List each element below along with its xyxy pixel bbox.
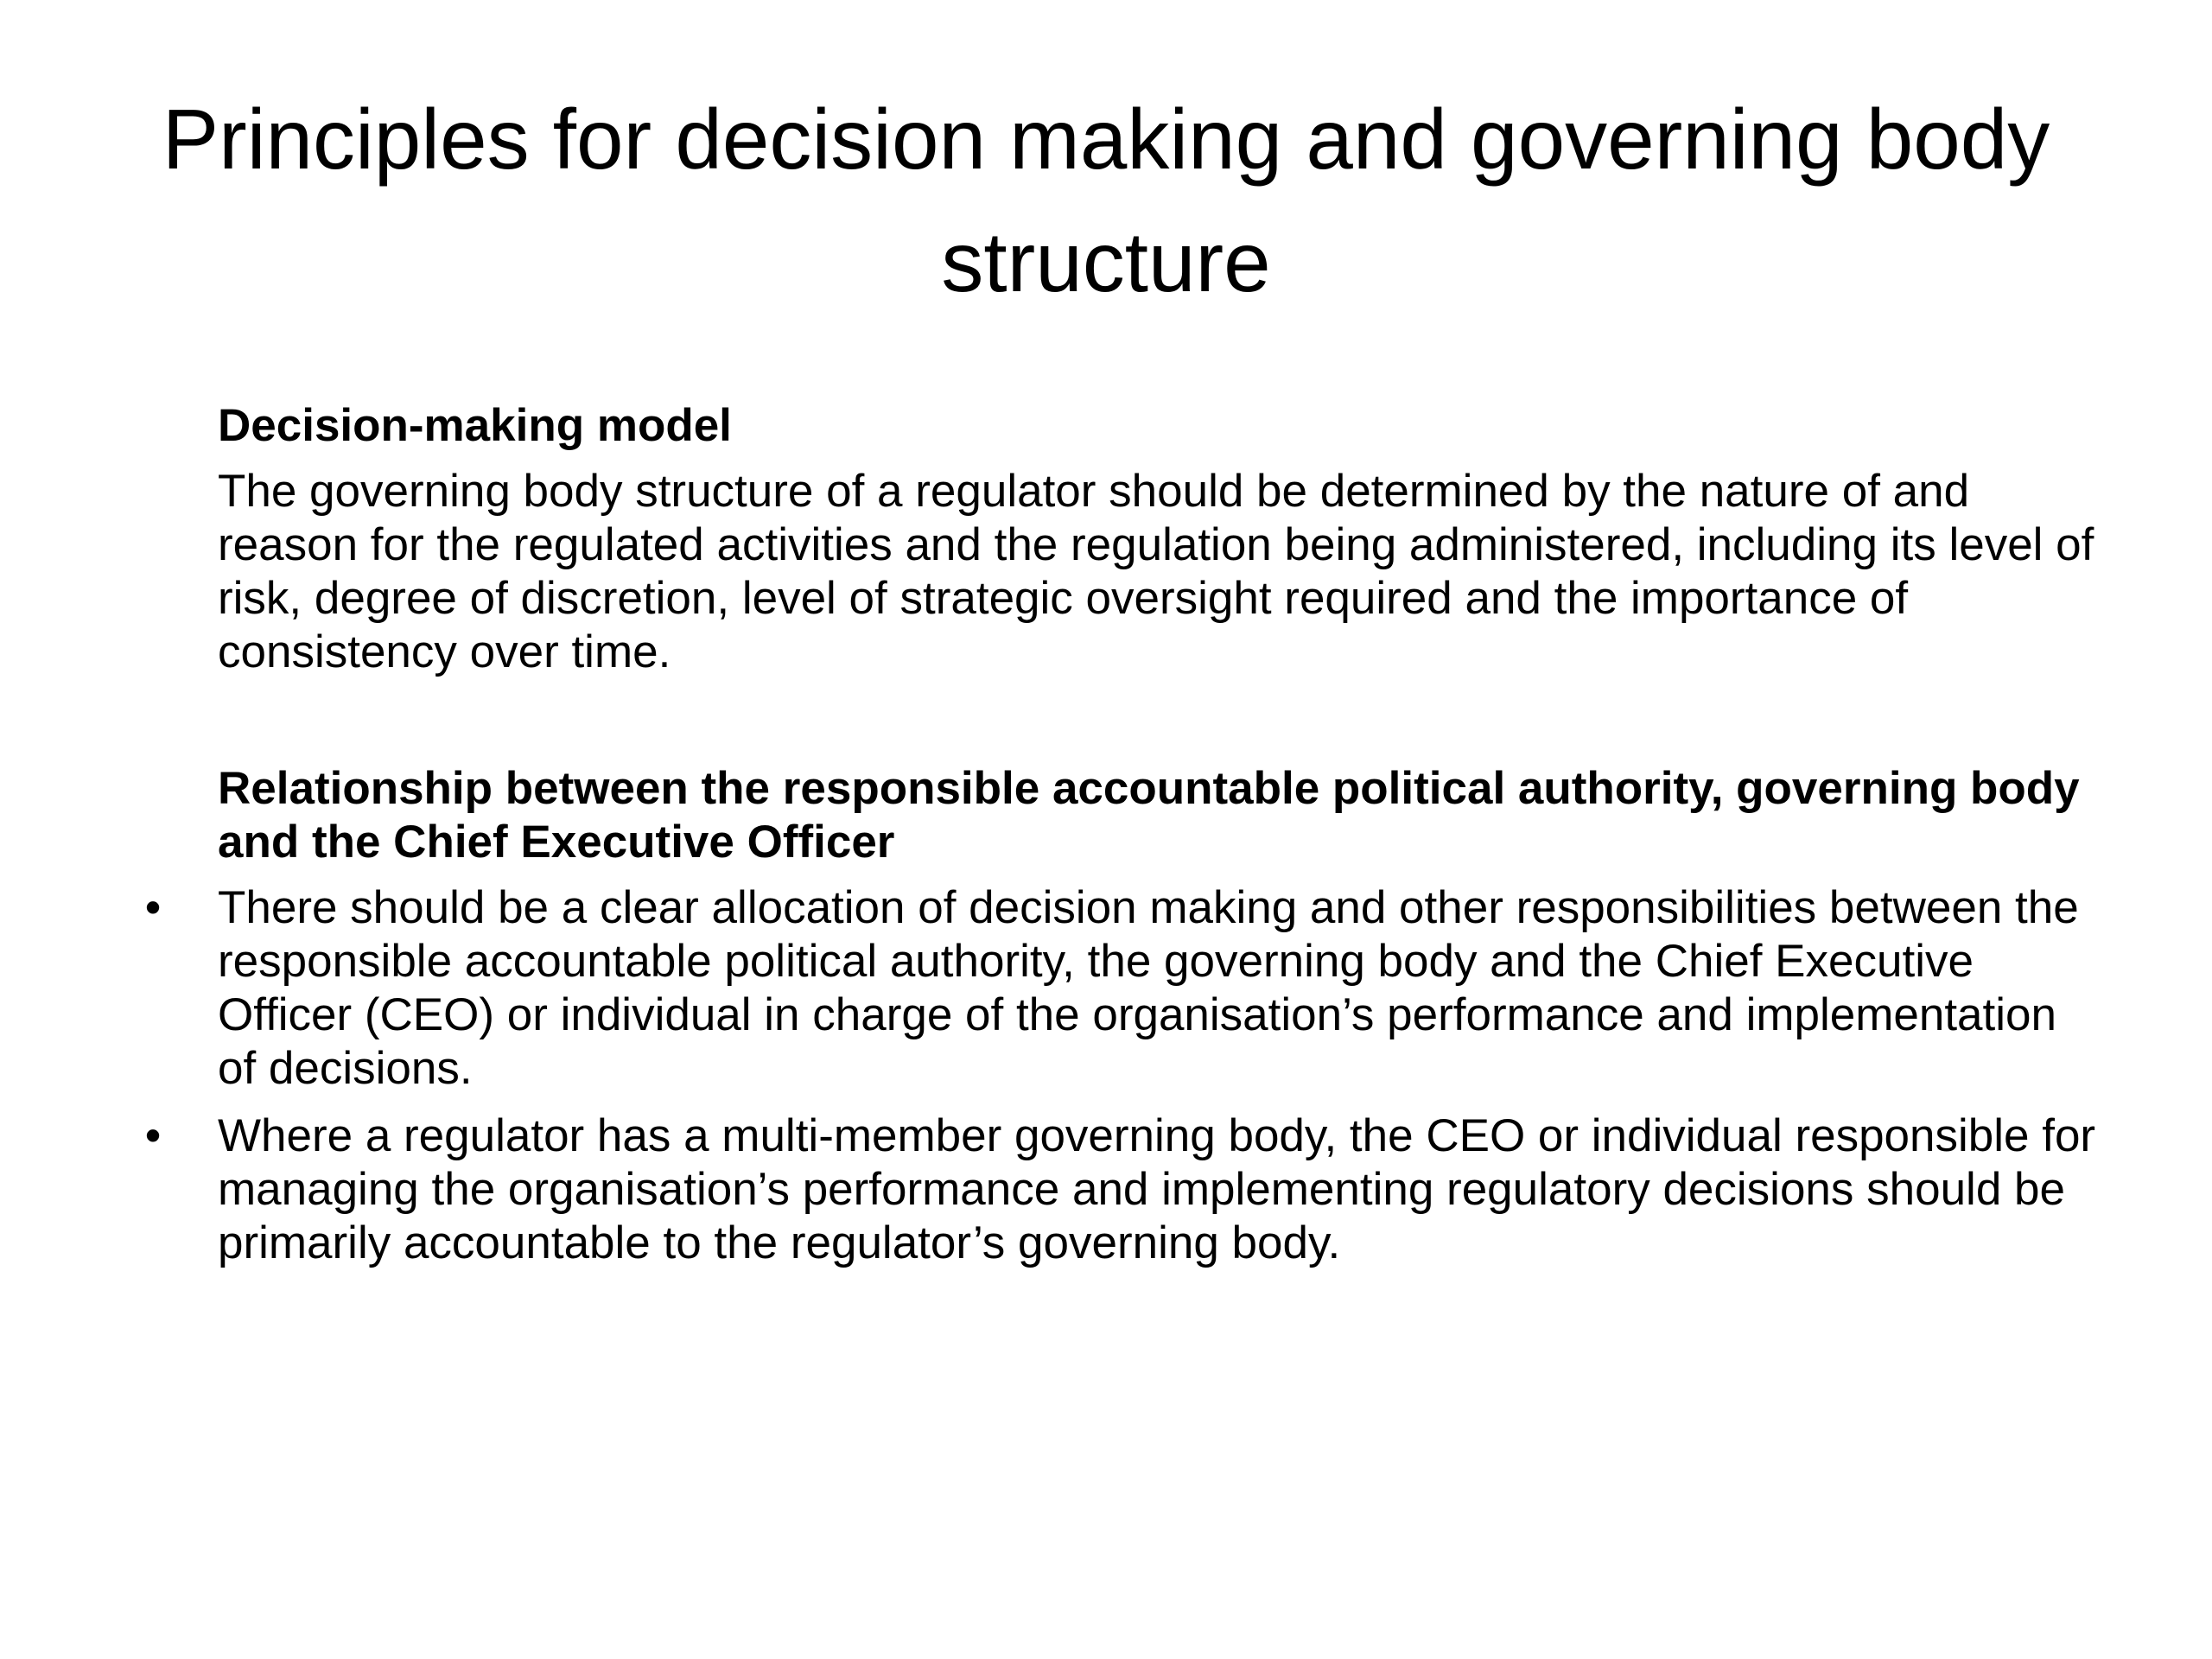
section-relationship [144, 762, 2101, 1270]
bullet-icon: • [144, 1110, 162, 1161]
section-spacer [218, 679, 2101, 762]
slide-content [144, 399, 2101, 1284]
list-item [144, 1109, 2101, 1270]
bullet-text: There should be a clear allocation of decision making and other responsibilities between the responsible accountable political authority, the governing body and the Chief Executive Officer (CEO) or individual in charge of the organisation’s performance and implementation of decisions. [218, 882, 2079, 1094]
section-heading: Relationship between the responsible accountable political authority, governing body and the Chief Executive Officer [218, 763, 2080, 868]
bullet-list [144, 881, 2101, 1270]
section-paragraph: The governing body structure of a regulator should be determined by the nature of and reason for the regulated activities and the regulation being administered, including its level of risk, degree of discretion, level of strategic oversight required and the importance of consistency over time. [218, 466, 2094, 677]
section-heading: Decision-making model [218, 400, 732, 451]
bullet-text: Where a regulator has a multi-member governing body, the CEO or individual responsible for managing the organisation’s performance and implementing regulatory decisions should be primarily accountable to the regulator’s governing body. [218, 1110, 2096, 1268]
slide-title: Principles for decision making and governing body structure [162, 92, 2050, 309]
bullet-icon: • [144, 882, 162, 933]
list-item [144, 881, 2101, 1096]
section-decision-making-model [218, 399, 2101, 679]
